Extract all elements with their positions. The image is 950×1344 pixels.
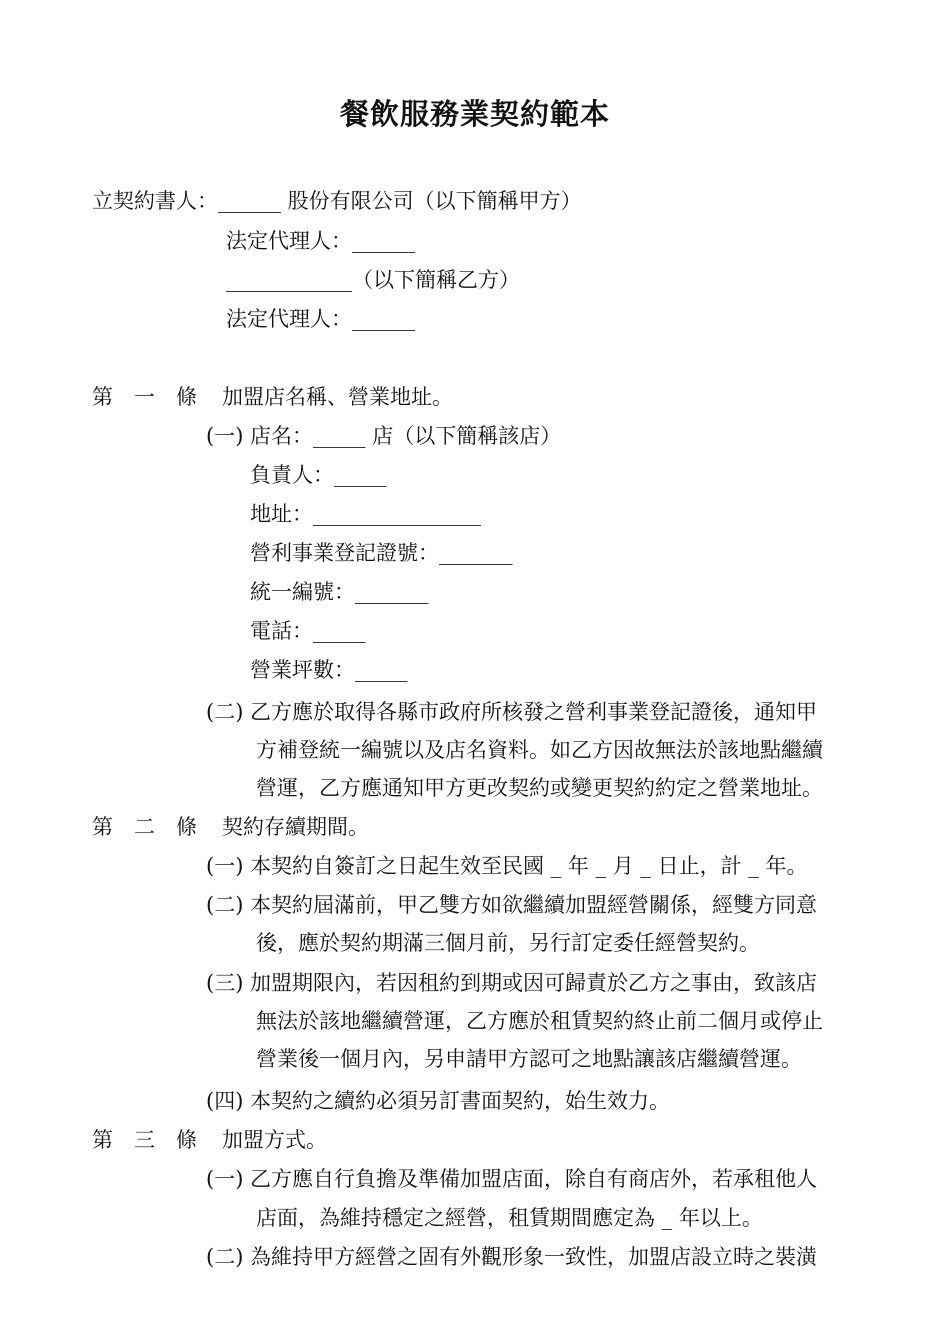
article-2-clause-2-line-1: (二) 本契約屆滿前，甲乙雙方如欲繼續加盟經營關係，經雙方同意 [206, 893, 818, 917]
article-3-heading: 加盟方式。 [222, 1128, 327, 1152]
article-2-clause-3-line-2: 無法於該地繼續營運，乙方應於租賃契約終止前二個月或停止 [256, 1009, 823, 1033]
article-1-registration-number: 營利事業登記證號：_______ [250, 541, 513, 565]
article-1-tax-id: 統一編號：_______ [250, 580, 429, 604]
article-1-clause-2-line-2: 方補登統一編號以及店名資料。如乙方因故無法於該地點繼續 [256, 738, 823, 762]
party-a-line: 立契約書人：______ 股份有限公司（以下簡稱甲方） [92, 189, 582, 213]
article-1-header [92, 382, 453, 412]
article-3-clause-1-line-1: (一) 乙方應自行負擔及準備加盟店面，除自有商店外，若承租他人 [206, 1167, 818, 1191]
article-1-phone: 電話：_____ [250, 619, 366, 643]
article-1-heading: 加盟店名稱、營業地址。 [222, 385, 453, 409]
article-2-clause-3-line-1: (三) 加盟期限內，若因租約到期或因可歸責於乙方之事由，致該店 [206, 971, 818, 995]
article-2-clause-3-line-3: 營業後一個月內，另申請甲方認可之地點讓該店繼續營運。 [256, 1047, 802, 1071]
article-2-clause-2-line-2: 後，應於契約期滿三個月前，另行訂定委任經營契約。 [256, 931, 760, 955]
article-2-header [92, 812, 369, 842]
article-1-address: 地址：________________ [250, 502, 481, 526]
article-1-floor-area: 營業坪數：_____ [250, 658, 408, 682]
party-b-line: ____________（以下簡稱乙方） [226, 268, 520, 292]
party-a-representative: 法定代理人：______ [226, 229, 415, 253]
article-2-number: 第 二 條 [92, 815, 197, 839]
article-1-number: 第 一 條 [92, 385, 197, 409]
article-1-clause-1: (一) 店名：_____ 店（以下簡稱該店） [206, 424, 562, 448]
party-b-representative: 法定代理人：______ [226, 307, 415, 331]
article-1-owner: 負責人：_____ [250, 463, 387, 487]
document-title: 餐飲服務業契約範本 [339, 97, 610, 131]
article-1-clause-2-line-1: (二) 乙方應於取得各縣市政府所核發之營利事業登記證後，通知甲 [206, 700, 818, 724]
article-2-heading: 契約存續期間。 [222, 815, 369, 839]
article-1-clause-2-line-3: 營運，乙方應通知甲方更改契約或變更契約約定之營業地址。 [256, 776, 823, 800]
article-3-clause-1-line-2: 店面，為維持穩定之經營，租賃期間應定為 _ 年以上。 [256, 1206, 763, 1230]
article-3-header [92, 1125, 327, 1155]
article-2-clause-1: (一) 本契約自簽訂之日起生效至民國 _ 年 _ 月 _ 日止，計 _ 年。 [206, 854, 808, 878]
article-3-clause-2-line-1: (二) 為維持甲方經營之固有外觀形象一致性，加盟店設立時之裝潢 [206, 1245, 818, 1269]
article-2-clause-4: (四) 本契約之續約必須另訂書面契約，始生效力。 [206, 1089, 671, 1113]
article-3-number: 第 三 條 [92, 1128, 197, 1152]
